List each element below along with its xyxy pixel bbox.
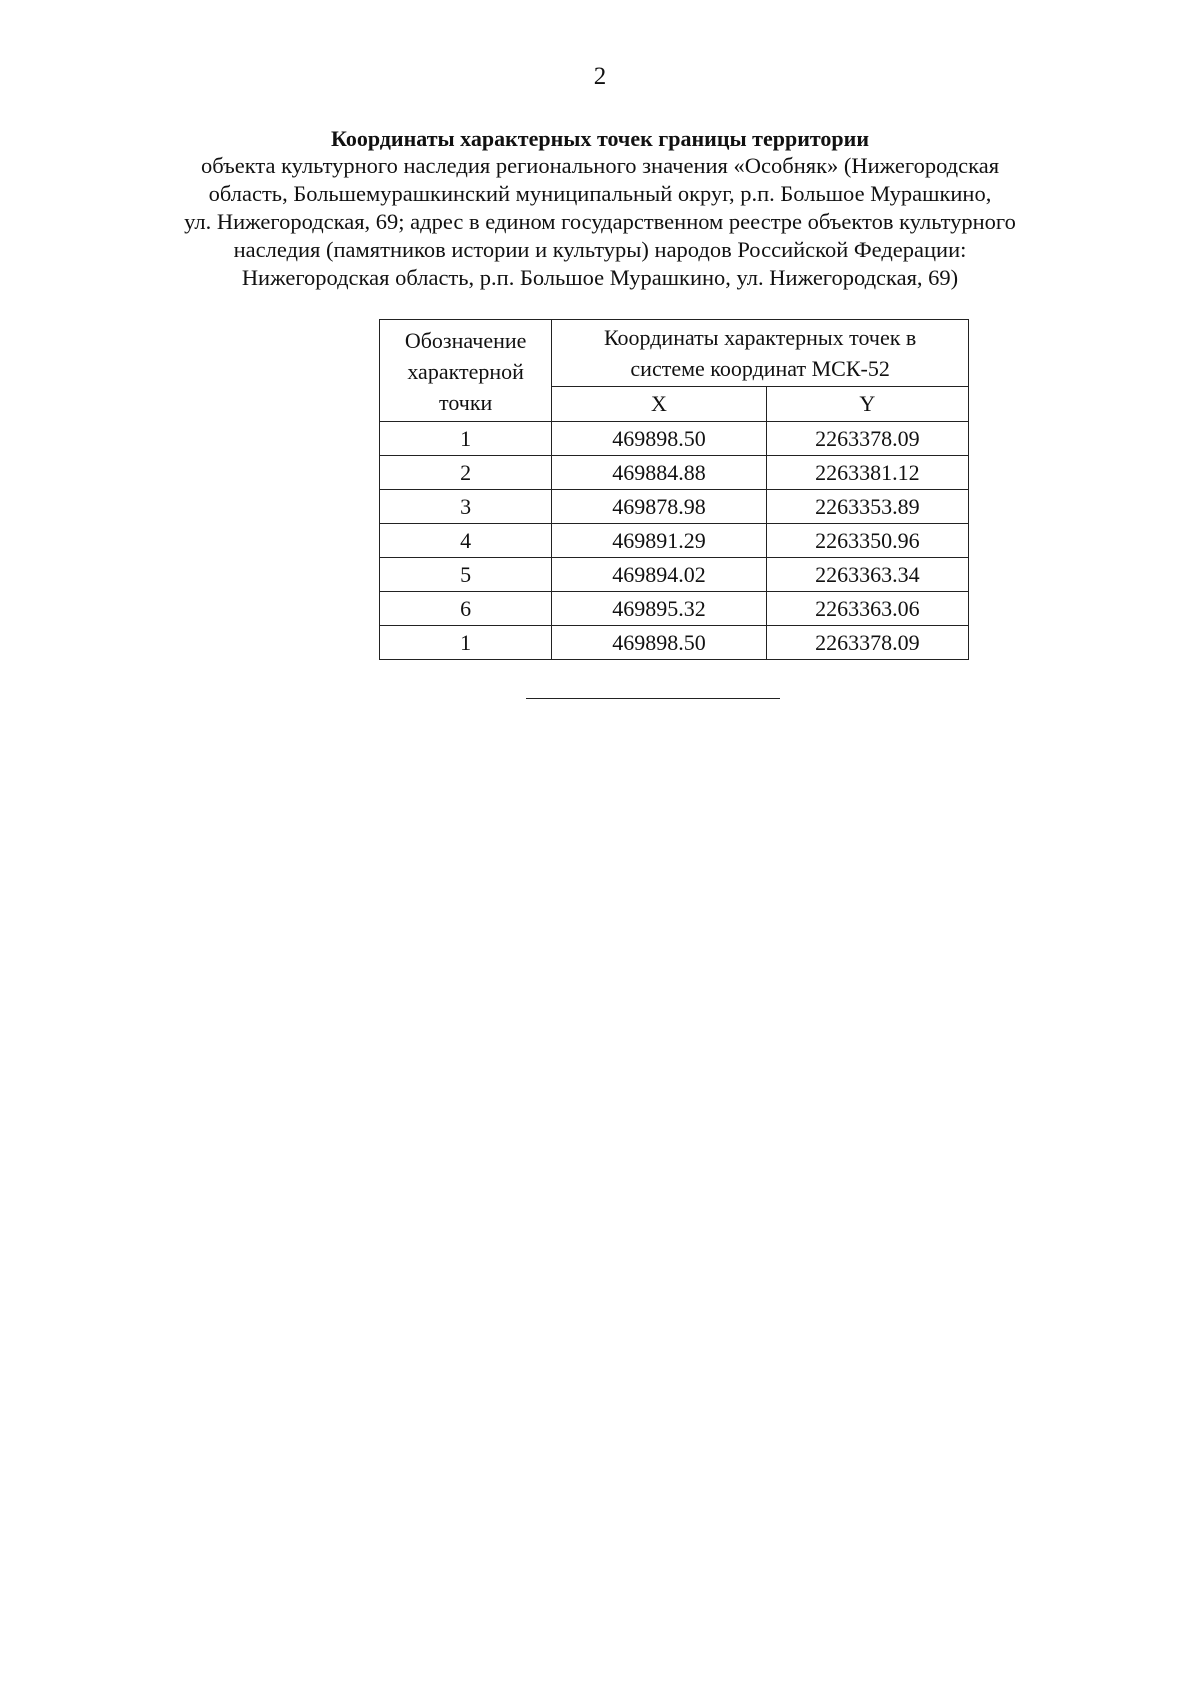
coordinates-header [552,320,969,387]
x-coordinate-cell: 469894.02 [552,558,766,592]
document-subtitle [150,152,1050,292]
table-body [380,422,969,660]
separator-line [526,698,780,699]
point-cell: 1 [380,422,552,456]
y-coordinate-cell: 2263363.34 [766,558,968,592]
x-column-header: X [552,387,766,422]
point-cell: 5 [380,558,552,592]
subtitle-line: объекта культурного наследия регионального значения «Особняк» (Нижегородская [200,153,1000,178]
x-coordinate-cell: 469878.98 [552,490,766,524]
table-row [380,490,969,524]
header-line: точки [439,390,493,415]
x-coordinate-cell: 469898.50 [552,626,766,660]
x-coordinate-cell: 469898.50 [552,422,766,456]
document-title: Координаты характерных точек границы территории [330,126,870,151]
y-coordinate-cell: 2263350.96 [766,524,968,558]
y-coordinate-cell: 2263353.89 [766,490,968,524]
table-row [380,422,969,456]
x-coordinate-cell: 469884.88 [552,456,766,490]
point-cell: 2 [380,456,552,490]
y-coordinate-cell: 2263378.09 [766,422,968,456]
header-line: системе координат МСК-52 [630,356,890,381]
point-cell: 4 [380,524,552,558]
table-row [380,626,969,660]
header-line: характерной [407,359,524,384]
point-cell: 1 [380,626,552,660]
y-coordinate-cell: 2263378.09 [766,626,968,660]
table-row [380,558,969,592]
subtitle-line: ул. Нижегородская, 69; адрес в едином государственном реестре объектов культурного [184,209,1016,234]
subtitle-line: наследия (памятников истории и культуры) народов Российской Федерации: [233,237,967,262]
y-column-header: Y [766,387,968,422]
coordinates-table [379,319,969,660]
point-cell: 3 [380,490,552,524]
table-row [380,456,969,490]
subtitle-line: область, Большемурашкинский муниципальный округ, р.п. Большое Мурашкино, [208,181,992,206]
y-coordinate-cell: 2263363.06 [766,592,968,626]
subtitle-line: Нижегородская область, р.п. Большое Мурашкино, ул. Нижегородская, 69) [241,265,959,290]
page-number: 2 [593,63,607,90]
header-line: Обозначение [404,328,527,353]
point-designation-header [380,320,552,422]
table-row [380,524,969,558]
y-coordinate-cell: 2263381.12 [766,456,968,490]
table-header-row [380,320,969,387]
point-cell: 6 [380,592,552,626]
header-line: Координаты характерных точек в [603,325,917,350]
x-coordinate-cell: 469895.32 [552,592,766,626]
table-row [380,592,969,626]
x-coordinate-cell: 469891.29 [552,524,766,558]
